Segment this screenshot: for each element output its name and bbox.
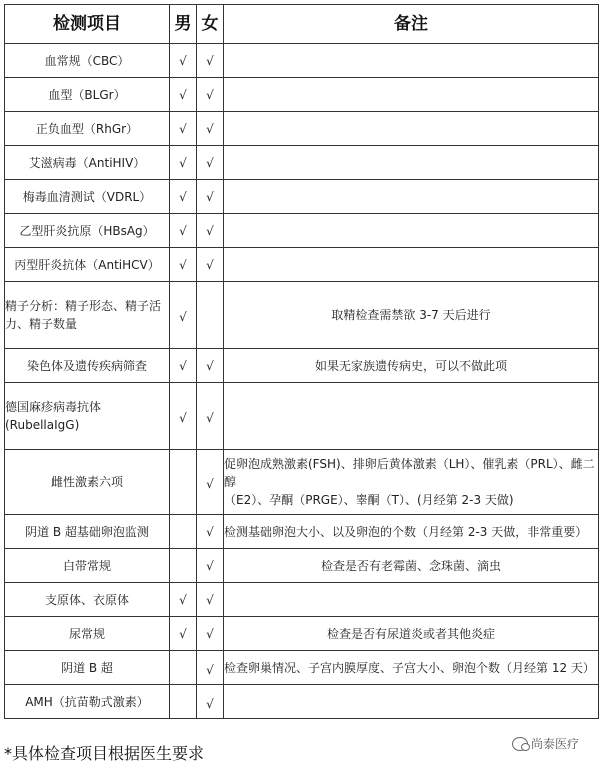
note-line-2: （E2）、孕酮（PRGE）、睾酮（T）、(月经第 2-3 天做) (224, 493, 514, 507)
item-cell: 支原体、衣原体 (5, 583, 170, 617)
male-check: √ (170, 214, 197, 248)
female-check (197, 282, 224, 349)
female-check: √ (206, 696, 214, 711)
table-row (5, 515, 599, 549)
exam-table (4, 4, 599, 719)
female-check: √ (197, 44, 224, 78)
header-item: 检测项目 (5, 5, 170, 44)
item-cell: 血型（BLGr） (5, 78, 170, 112)
item-cell (5, 383, 170, 450)
header-male: 男 (170, 5, 197, 44)
female-check-cell (197, 383, 224, 450)
item-cell: 白带常规 (5, 549, 170, 583)
male-check: √ (170, 617, 197, 651)
table-row (5, 112, 599, 146)
header-female: 女 (197, 5, 224, 44)
female-check: √ (197, 146, 224, 180)
footnote: *具体检查项目根据医生要求 (4, 744, 205, 763)
male-check: √ (170, 583, 197, 617)
male-check: √ (170, 78, 197, 112)
table-row (5, 248, 599, 282)
female-check: √ (197, 248, 224, 282)
item-cell: 乙型肝炎抗原（HBsAg） (5, 214, 170, 248)
item-line-1: 精子分析：精子形态、精子活 (5, 299, 162, 313)
note-cell (224, 383, 599, 450)
note-cell: 取精检查需禁欲 3-7 天后进行 (224, 282, 599, 349)
female-check: √ (197, 180, 224, 214)
male-check-cell (170, 383, 197, 450)
table-row (5, 383, 599, 450)
table-row (5, 44, 599, 78)
male-check: √ (170, 180, 197, 214)
item-cell: 血常规（CBC） (5, 44, 170, 78)
female-check: √ (197, 515, 224, 549)
female-check: √ (197, 214, 224, 248)
item-cell: 梅毒血清测试（VDRL） (5, 180, 170, 214)
note-cell: 检测基础卵泡大小、以及卵泡的个数（月经第 2-3 天做，非常重要） (224, 515, 599, 549)
table-row (5, 214, 599, 248)
item-cell: 阴道 B 超 (5, 651, 170, 685)
note-cell (224, 583, 599, 617)
item-cell: AMH（抗苗勒式激素） (5, 685, 170, 719)
item-cell: 阴道 B 超基础卵泡监测 (5, 515, 170, 549)
note-cell (224, 112, 599, 146)
note-cell: 检查是否有老霉菌、念珠菌、滴虫 (224, 549, 599, 583)
note-cell (224, 248, 599, 282)
female-check-cell (197, 651, 224, 685)
item-cell: 尿常规 (5, 617, 170, 651)
item-cell (5, 282, 170, 349)
table-row (5, 349, 599, 383)
female-check: √ (206, 411, 214, 425)
table-row (5, 180, 599, 214)
watermark (512, 735, 579, 752)
female-check: √ (197, 617, 224, 651)
male-check (170, 450, 197, 515)
item-cell: 艾滋病毒（AntiHIV） (5, 146, 170, 180)
female-check: √ (197, 583, 224, 617)
male-check (170, 651, 197, 685)
male-check (170, 685, 197, 719)
item-cell: 丙型肝炎抗体（AntiHCV） (5, 248, 170, 282)
item-line-2: (RubellaIgG) (5, 418, 80, 432)
note-cell (224, 450, 599, 515)
female-check: √ (206, 662, 214, 677)
table-row (5, 583, 599, 617)
female-check: √ (197, 349, 224, 383)
male-check: √ (170, 349, 197, 383)
male-check-cell (170, 282, 197, 349)
male-check (170, 549, 197, 583)
male-check: √ (179, 411, 187, 425)
table-row (5, 651, 599, 685)
table-row (5, 549, 599, 583)
table-row (5, 282, 599, 349)
note-cell (224, 44, 599, 78)
header-note: 备注 (224, 5, 599, 44)
item-line-2: 力、精子数量 (5, 317, 78, 331)
note-line-1: 促卵泡成熟激素(FSH)、排卵后黄体激素（LH）、催乳素（PRL）、雌二醇 (224, 457, 595, 489)
wechat-icon (512, 737, 528, 751)
item-line-1: 德国麻疹病毒抗体 (5, 400, 102, 414)
male-check: √ (170, 44, 197, 78)
male-check (170, 515, 197, 549)
female-check-cell (197, 450, 224, 515)
note-cell: 如果无家族遗传病史，可以不做此项 (224, 349, 599, 383)
item-cell: 雌性激素六项 (5, 450, 170, 515)
female-check: √ (197, 549, 224, 583)
note-cell: 检查卵巢情况、子宫内膜厚度、子宫大小、卵泡个数（月经第 12 天） (224, 651, 599, 685)
male-check: √ (170, 112, 197, 146)
table-row (5, 450, 599, 515)
note-cell (224, 685, 599, 719)
male-check: √ (170, 146, 197, 180)
table-row (5, 617, 599, 651)
header-row (5, 5, 599, 44)
male-check: √ (170, 248, 197, 282)
watermark-text: 尚泰医疗 (531, 737, 580, 751)
female-check: √ (197, 78, 224, 112)
female-check-cell (197, 685, 224, 719)
table-row (5, 78, 599, 112)
item-cell: 正负血型（RhGr） (5, 112, 170, 146)
male-check: √ (179, 310, 187, 324)
note-cell (224, 214, 599, 248)
female-check: √ (197, 112, 224, 146)
note-cell (224, 180, 599, 214)
female-check: √ (206, 477, 214, 491)
note-cell (224, 146, 599, 180)
item-cell: 染色体及遗传疾病筛查 (5, 349, 170, 383)
note-cell: 检查是否有尿道炎或者其他炎症 (224, 617, 599, 651)
note-cell (224, 78, 599, 112)
table-row (5, 146, 599, 180)
table-row (5, 685, 599, 719)
